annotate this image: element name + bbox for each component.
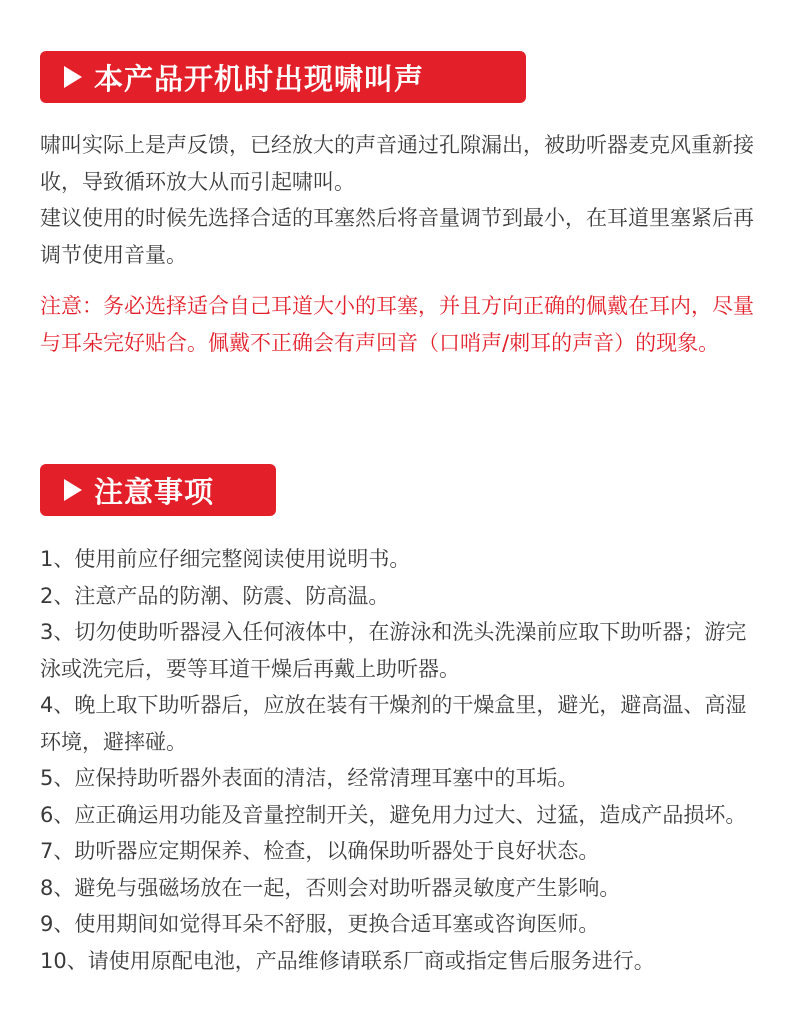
list-item: 9、使用期间如觉得耳朵不舒服，更换合适耳塞或咨询医师。 bbox=[40, 912, 600, 936]
list-item: 3、切勿使助听器浸入任何液体中，在游泳和洗头洗澡前应取下助听器；游完泳或洗完后，要等耳道干燥后再戴上助听器。 bbox=[40, 620, 747, 681]
feedback-explanation: 啸叫实际上是声反馈，已经放大的声音通过孔隙漏出，被助听器麦克风重新接收，导致循环放大从而引起啸叫。 bbox=[40, 133, 754, 194]
section-title: 本产品开机时出现啸叫声 bbox=[94, 61, 425, 96]
list-item: 2、注意产品的防潮、防震、防高温。 bbox=[40, 583, 390, 608]
list-item: 10、请使用原配电池，产品维修请联系厂商或指定售后服务进行。 bbox=[40, 948, 655, 973]
list-item: 6、应正确运用功能及音量控制开关，避免用力过大、过猛，造成产品损坏。 bbox=[40, 802, 747, 827]
precautions-list bbox=[40, 541, 760, 979]
list-item: 8、避免与强磁场放在一起，否则会对助听器灵敏度产生影响。 bbox=[40, 875, 621, 900]
list-item: 4、晚上取下助听器后，应放在装有干燥剂的干燥盒里，避光，避高温、高湿环境，避摔碰。 bbox=[40, 693, 747, 754]
list-item: 7、助听器应定期保养、检查，以确保助听器处于良好状态。 bbox=[40, 839, 600, 863]
list-item: 1、使用前应仔细完整阅读使用说明书。 bbox=[40, 547, 411, 571]
play-triangle-icon bbox=[64, 479, 82, 501]
list-item: 5、应保持助听器外表面的清洁，经常清理耳塞中的耳垢。 bbox=[40, 766, 579, 790]
feedback-notice: 注意：务必选择适合自己耳道大小的耳塞，并且方向正确的佩戴在耳内，尽量与耳朵完好贴合。佩戴不正确会有声回音（口哨声/刺耳的声音）的现象。 bbox=[40, 294, 754, 355]
feedback-suggestion: 建议使用的时候先选择合适的耳塞然后将音量调节到最小，在耳道里塞紧后再调节使用音量。 bbox=[40, 206, 754, 267]
play-triangle-icon bbox=[64, 66, 82, 88]
section-title: 注意事项 bbox=[94, 474, 215, 509]
section-banner-feedback bbox=[40, 51, 526, 103]
section-banner-precautions bbox=[40, 464, 276, 516]
